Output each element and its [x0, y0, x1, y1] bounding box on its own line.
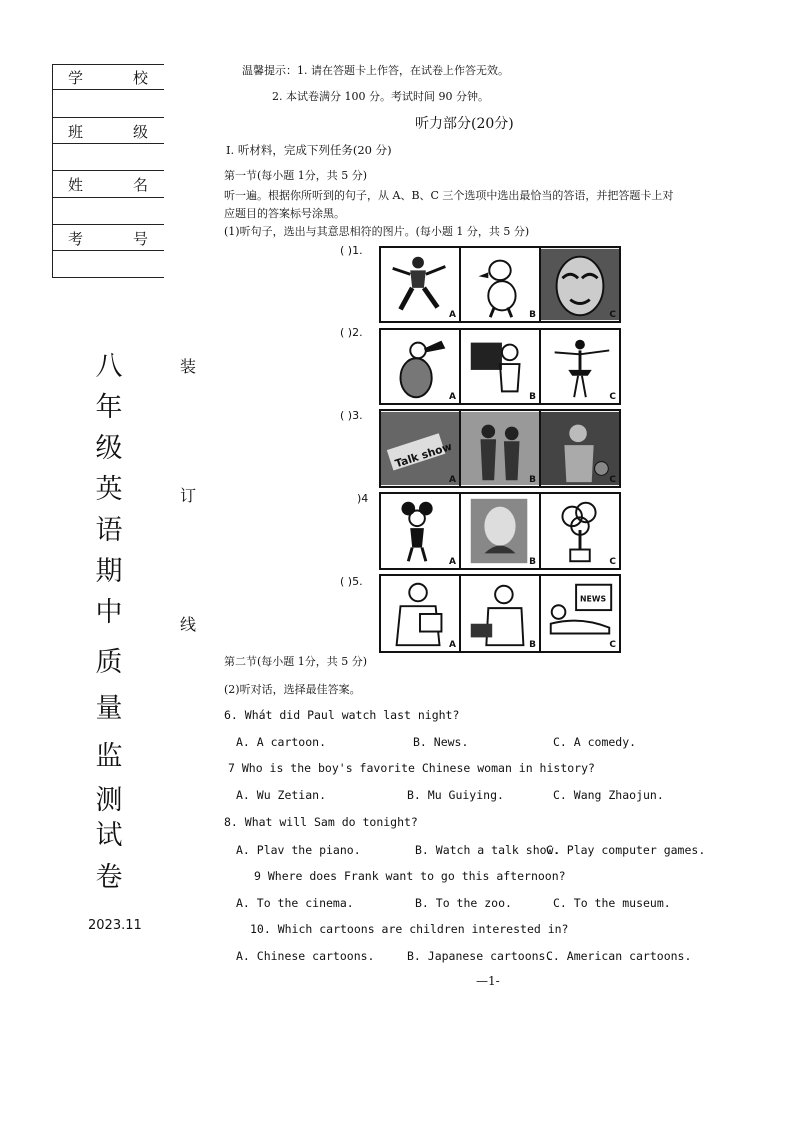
exam-no-field[interactable] [52, 251, 164, 277]
talk-show-icon[interactable] [381, 411, 461, 486]
exam-no-label-2: 号 [133, 230, 149, 248]
option-label: A [449, 640, 456, 650]
question-text: 9 Where does Frank want to go this afternoon? [254, 869, 566, 883]
class-label-2: 级 [133, 123, 149, 141]
kungfu-man-icon[interactable] [381, 248, 461, 321]
option-label: B [529, 392, 536, 402]
option-label: B [529, 310, 536, 320]
option-label: C [609, 640, 616, 650]
talk-show-text: Talk show [393, 439, 454, 471]
title-char: 卷 [95, 862, 123, 893]
option-a[interactable]: A. Chinese cartoons. [236, 949, 375, 963]
option-c[interactable]: C. American cartoons. [546, 949, 692, 963]
binding-mark: 订 [180, 486, 197, 505]
option-label: A [449, 475, 456, 485]
pic-question-number: ( )5. [340, 575, 363, 588]
option-label: C [609, 557, 616, 567]
option-label: B [529, 640, 536, 650]
class-field[interactable] [52, 144, 164, 170]
title-char: 年 [95, 392, 123, 423]
sec1-subtitle: (1)听句子，选出与其意思相符的图片。(每小题 1 分，共 5 分) [224, 225, 530, 238]
class-label-1: 班 [68, 123, 84, 141]
pic-question-5 [379, 574, 621, 653]
reading-man-icon[interactable] [381, 576, 461, 651]
pic-question-number: ( )2. [340, 326, 363, 339]
pic-question-4 [379, 492, 621, 570]
option-label: A [449, 392, 456, 402]
title-char: 测 [95, 785, 123, 816]
pic-question-number: ( )1. [340, 244, 363, 257]
question-text: 8. What will Sam do tonight? [224, 815, 418, 829]
sec2-title: 第二节(每小题 1分，共 5 分) [224, 655, 368, 668]
name-label-2: 名 [133, 176, 149, 194]
option-a[interactable]: A. To the cinema. [236, 896, 354, 910]
option-b[interactable]: B. News. [413, 735, 469, 749]
ballet-dancer-icon[interactable] [541, 330, 619, 403]
mickey-mouse-icon[interactable] [381, 494, 461, 568]
notice-line-1: 温馨提示：1. 请在答题卡上作答，在试卷上作答无效。 [242, 64, 509, 77]
title-char: 监 [95, 741, 123, 772]
section-title: 听力部分(20分) [415, 116, 514, 132]
trumpet-player-icon[interactable] [381, 330, 461, 403]
option-label: C [609, 392, 616, 402]
option-c[interactable]: C. Play computer games. [546, 843, 706, 857]
option-label: B [529, 475, 536, 485]
option-b[interactable]: B. To the zoo. [415, 896, 512, 910]
title-char: 质 [95, 647, 123, 678]
portrait-icon[interactable] [461, 494, 541, 568]
info-row-divider [52, 224, 164, 225]
pic-question-2 [379, 328, 621, 405]
exam-no-label-1: 考 [68, 230, 84, 248]
tv-presenter-icon[interactable] [461, 330, 541, 403]
radio-man-icon[interactable] [461, 576, 541, 651]
option-c[interactable]: C. To the museum. [553, 896, 671, 910]
option-a[interactable]: A. Wu Zetian. [236, 788, 327, 802]
option-label: A [449, 310, 456, 320]
title-char: 英 [95, 474, 123, 505]
binding-mark: 线 [180, 615, 197, 634]
pic-question-1 [379, 246, 621, 323]
name-field[interactable] [52, 198, 164, 224]
option-b[interactable]: B. Watch a talk show. [415, 843, 561, 857]
movie-scene-icon[interactable] [461, 411, 541, 486]
option-a[interactable]: A. Plav the piano. [236, 843, 361, 857]
option-a[interactable]: A. A cartoon. [236, 735, 327, 749]
title-char: 量 [95, 693, 123, 724]
info-row-divider [52, 64, 164, 65]
title-char: 级 [95, 433, 123, 464]
news-text: NEWS [580, 594, 607, 604]
option-b[interactable]: B. Mu Guiying. [407, 788, 504, 802]
title-char: 中 [95, 597, 123, 628]
option-label: A [449, 557, 456, 567]
sec2-subtitle: (2)听对话，选择最佳答案。 [224, 683, 361, 696]
part1-title: Ⅰ. 听材料，完成下列任务(20 分) [226, 143, 392, 157]
option-label: B [529, 557, 536, 567]
option-label: C [609, 310, 616, 320]
question-text: 10. Which cartoons are children interested in? [250, 922, 569, 936]
title-char: 期 [95, 556, 123, 587]
option-c[interactable]: C. A comedy. [553, 735, 637, 749]
school-field[interactable] [52, 90, 164, 117]
school-label-1: 学 [68, 69, 84, 87]
question-text: 7 Who is the boy's favorite Chinese woman in history? [228, 761, 595, 775]
sec1-instruction-b: 应题目的答案标号涂黑。 [224, 207, 345, 220]
sec1-title: 第一节(每小题 1分，共 5 分) [224, 169, 368, 182]
donald-duck-icon[interactable] [461, 248, 541, 321]
tree-plant-icon[interactable] [541, 494, 619, 568]
question-text: 6. Whát did Paul watch last night? [224, 708, 460, 722]
sec1-instruction-a: 听一遍。根据你所听到的句子，从 A、B、C 三个选项中选出最恰当的答语，并把答题卡上对 [224, 189, 674, 202]
page-number: —1- [476, 974, 500, 988]
watching-news-icon[interactable] [541, 576, 619, 651]
title-char: 八 [95, 351, 123, 382]
pic-question-number: )4 [357, 492, 369, 505]
basketball-players-icon[interactable] [541, 411, 619, 486]
binding-mark: 装 [180, 357, 197, 376]
name-label-1: 姓 [68, 176, 84, 194]
info-row-divider [52, 170, 164, 171]
option-b[interactable]: B. Japanese cartoons. [407, 949, 553, 963]
info-row-divider [52, 277, 164, 278]
title-char: 试 [95, 820, 123, 851]
notice-line-2: 2. 本试卷满分 100 分。考试时间 90 分钟。 [272, 90, 489, 103]
exam-date: 2023.11 [88, 918, 142, 933]
info-row-divider [52, 117, 164, 118]
option-c[interactable]: C. Wang Zhaojun. [553, 788, 664, 802]
pic-question-3 [379, 409, 621, 488]
option-label: C [609, 475, 616, 485]
title-char: 语 [95, 515, 123, 546]
pic-question-number: ( )3. [340, 409, 363, 422]
opera-mask-icon[interactable] [541, 248, 619, 321]
school-label-2: 校 [133, 69, 149, 87]
